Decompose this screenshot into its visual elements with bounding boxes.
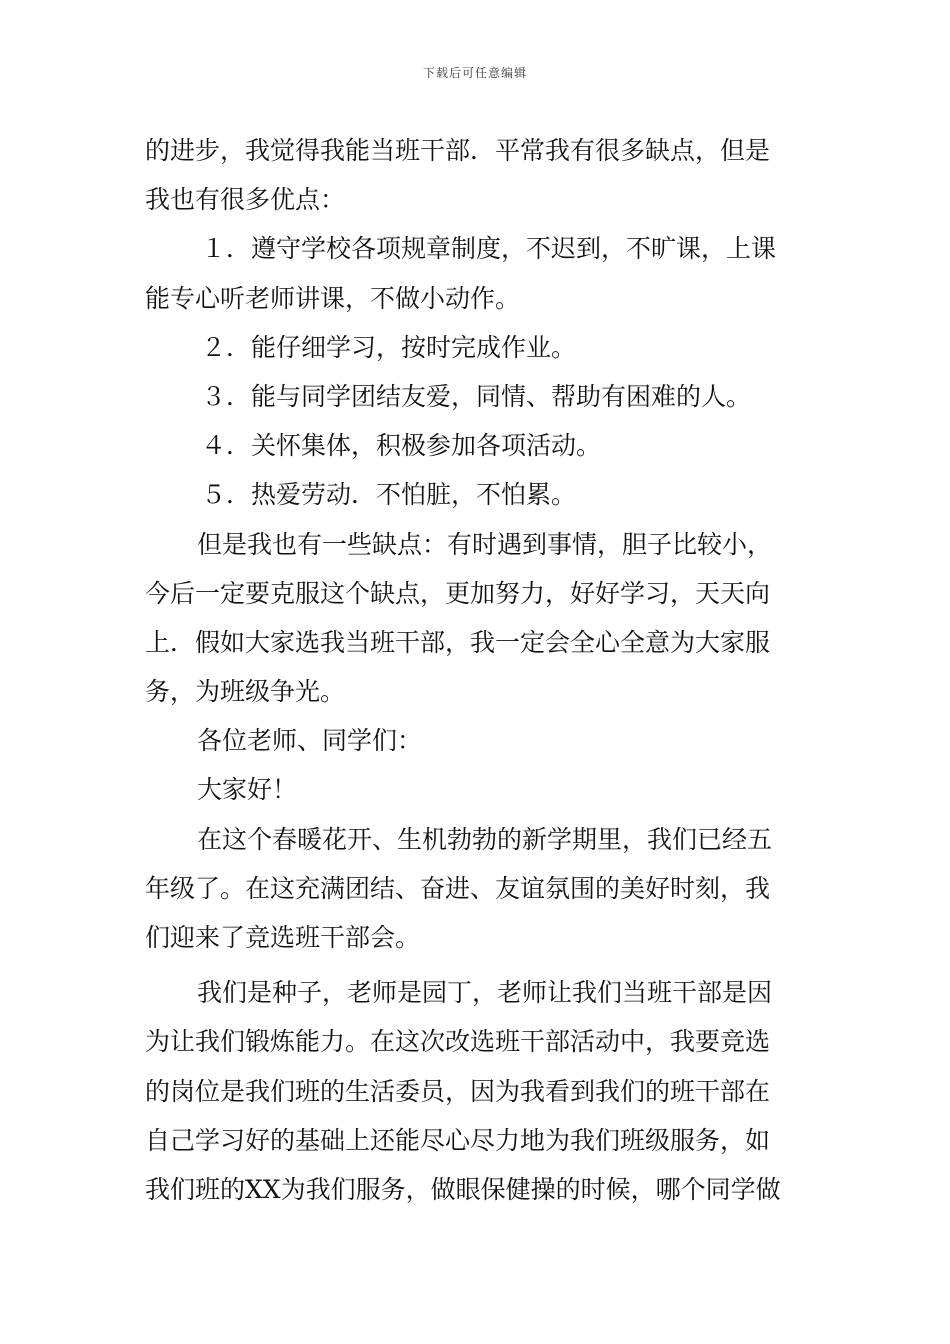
text-line: 为让我们锻炼能力。在这次改选班干部活动中，我要竞选	[145, 1027, 771, 1057]
salutation: 各位老师、同学们：	[197, 726, 423, 756]
list-item: ４．关怀集体，积极参加各项活动。	[201, 431, 602, 461]
text-line: 务，为班级争光。	[145, 677, 346, 707]
greeting: 大家好！	[197, 775, 298, 805]
list-item: ５．热爱劳动．不怕脏，不怕累。	[201, 480, 577, 510]
text-line: 今后一定要克服这个缺点，更加努力，好好学习，天天向	[145, 578, 771, 608]
text-line: 们迎来了竞选班干部会。	[145, 923, 421, 952]
text-line: 自己学习好的基础上还能尽心尽力地为我们班级服务，如	[145, 1125, 771, 1155]
list-item: １．遵守学校各项规章制度，不迟到，不旷课，上课	[201, 234, 777, 264]
paragraph-start: 在这个春暖花开、生机勃勃的新学期里，我们已经五	[197, 824, 773, 854]
text-line: 的岗位是我们班的生活委员，因为我看到我们的班干部在	[145, 1076, 771, 1106]
document-body	[145, 126, 805, 1214]
paragraph-start: 但是我也有一些缺点：有时遇到事情，胆子比较小，	[197, 529, 773, 559]
text-line: 我们班的XX为我们服务，做眼保健操的时候，哪个同学做	[145, 1174, 781, 1204]
text-line: 我也有很多优点：	[145, 185, 346, 215]
list-item: ２．能仔细学习，按时完成作业。	[201, 332, 577, 362]
paragraph-start: 我们是种子，老师是园丁，老师让我们当班干部是因	[197, 978, 773, 1008]
text-line: 年级了。在这充满团结、奋进、友谊氛围的美好时刻，我	[145, 873, 771, 903]
list-item: ３．能与同学团结友爱，同情、帮助有困难的人。	[201, 381, 752, 411]
text-line: 的进步，我觉得我能当班干部．平常我有很多缺点，但是	[145, 136, 771, 165]
text-line: 上．假如大家选我当班干部，我一定会全心全意为大家服	[145, 627, 771, 657]
text-line: 能专心听老师讲课，不做小动作。	[145, 283, 521, 313]
page-header: 下载后可任意编辑	[422, 66, 527, 80]
